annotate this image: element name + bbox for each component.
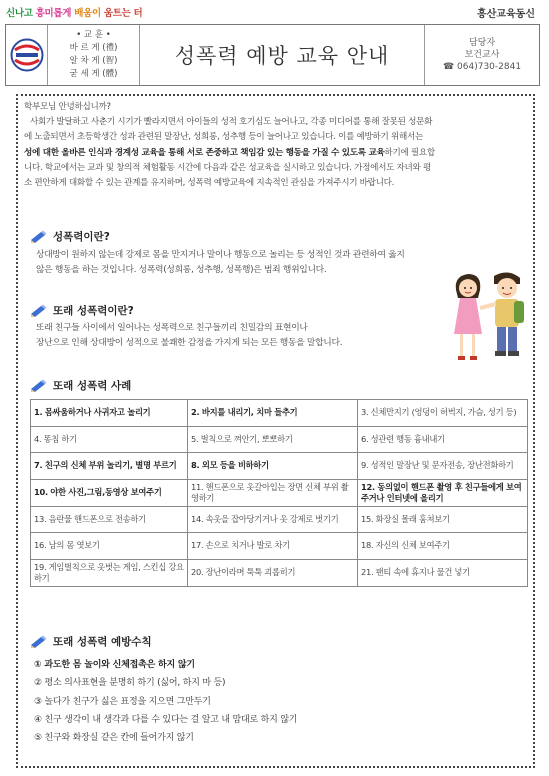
- section-2-line-1: 또래 친구들 사이에서 일어나는 성폭력으로 친구들끼리 친밀감의 표현이나: [36, 323, 308, 333]
- table-cell: 4. 똥침 하기: [31, 426, 188, 453]
- table-cell: 9. 성적인 말장난 및 문자전송, 장난전화하기: [358, 453, 528, 480]
- newsletter-name: 흥산교육동신: [477, 9, 535, 20]
- table-cell: 13. 음란물 핸드폰으로 전송하기: [31, 506, 188, 533]
- motto-line-3: 굳 세 게 (體): [69, 69, 118, 79]
- table-row: [31, 479, 528, 506]
- intro-line-2: 에 노출되면서 초등학생간 성과 관련된 말장난, 성희롱, 성추행 등이 늘어나고 있습니다. 이를 예방하기 위해서는: [24, 132, 423, 143]
- table-cell: 15. 화장실 몰래 훔쳐보기: [358, 506, 528, 533]
- table-cell: 10. 야한 사진,그림,동영상 보여주기: [31, 479, 188, 506]
- table-cell: 1. 몸싸움하거나 사귀자고 놀리기: [31, 400, 188, 427]
- intro-emphasis: 성에 대한 올바른 인식과 경계성 교육을 통해 서로 존중하고 책임감 있는 행동을 가질 수 있도록 교육: [24, 147, 385, 158]
- table-cell: 18. 자신의 신체 보여주기: [358, 533, 528, 560]
- table-row: [31, 400, 528, 427]
- table-row: [31, 533, 528, 560]
- table-cell: 3. 신체만지기 (엉덩이 허벅지, 가슴, 성기 등): [358, 400, 528, 427]
- pencil-icon: [30, 379, 47, 393]
- school-logo-icon: [10, 38, 44, 72]
- table-cell: 11. 핸드폰으로 옷갈아입는 장면 신체 부위 촬영하기: [188, 479, 358, 506]
- pencil-icon: [30, 304, 47, 318]
- motto-line-2: 알 차 게 (智): [69, 56, 118, 66]
- motto-label: • 교 훈 •: [76, 30, 111, 40]
- contact-info: [424, 25, 539, 85]
- rule-item: ⑤ 친구와 화장실 같은 칸에 들어가지 않기: [34, 733, 194, 744]
- intro-line-4: 니다. 학교에서는 교과 및 창의적 체험활동 시간에 다음과 같은 성교육을 실시하고 있습니다. 가정에서도 자녀와 평: [24, 162, 431, 173]
- slogan-word-1: 신나고: [6, 8, 33, 19]
- slogan-word-4: 움트는 터: [103, 8, 143, 19]
- section-1-line-2: 않은 행동을 하는 것입니다. 성폭력(성희롱, 성추행, 성폭행)은 범죄 행위입니다.: [36, 265, 327, 275]
- intro-line-5: 소 편안하게 대화할 수 있는 관계를 유지하며, 성폭력 예방교육에 지속적인 관심을 가져주시기 바랍니다.: [24, 178, 395, 189]
- school-motto: [48, 25, 140, 85]
- rule-item: ② 평소 의사표현을 분명히 하기 (싫어, 하지 마 등): [34, 678, 226, 689]
- intro-greeting: 학부모님 안녕하십니까?: [24, 102, 111, 112]
- pencil-icon: [30, 635, 47, 649]
- table-row: [31, 453, 528, 480]
- rule-item: ④ 친구 생각이 내 생각과 다를 수 있다는 걸 알고 내 맘대로 하지 않기: [34, 714, 298, 725]
- school-logo-cell: [6, 25, 48, 85]
- section-4-title: 또래 성폭력 예방수칙: [53, 636, 152, 648]
- intro-paragraph: [24, 100, 530, 191]
- section-1-line-1: 상대방이 원하지 않는데 강제로 몸을 만지거나 말이나 행동으로 놀리는 등 성적인 것과 관련하여 옳지: [36, 250, 405, 260]
- document-title: 성폭력 예방 교육 안내: [174, 44, 390, 68]
- table-cell: 14. 속옷을 잡아당기거나 옷 강제로 벗기기: [188, 506, 358, 533]
- rule-item: ③ 놀다가 친구가 싫은 표정을 지으면 그만두기: [34, 696, 211, 707]
- section-prevention-rules: [30, 634, 152, 649]
- document-header: [5, 24, 540, 86]
- contact-role: 담당자: [468, 38, 496, 48]
- table-cell: 12. 동의없이 핸드폰 촬영 후 친구들에게 보여주거나 인터넷에 올리기: [358, 479, 528, 506]
- table-cell: 17. 손으로 치거나 발로 차기: [188, 533, 358, 560]
- slogan-word-3: 배움이: [74, 8, 101, 19]
- table-row: [31, 426, 528, 453]
- section-2-line-2: 장난으로 인해 상대방이 성적으로 불쾌한 감정을 가지게 되는 모든 행동을 말합니다.: [36, 338, 343, 348]
- rule-item: ① 과도한 몸 놀이와 신체접촉은 하지 않기: [34, 660, 195, 670]
- table-row: [31, 559, 528, 586]
- table-row: [31, 506, 528, 533]
- top-bar: [0, 0, 549, 22]
- school-slogan: [6, 5, 142, 19]
- prevention-rules-list: [34, 656, 297, 747]
- intro-line-1: 사회가 발달하고 사춘기 시기가 빨라지면서 아이들의 성적 호기심도 늘어나고, 각종 미디어를 통해 잘못된 성문화: [30, 117, 433, 128]
- contact-name: 보건교사: [464, 50, 500, 60]
- children-illustration: [450, 268, 530, 368]
- slogan-word-2: 흥미롭게: [35, 8, 72, 19]
- section-3-title: 또래 성폭력 사례: [53, 380, 132, 392]
- section-2-body: [36, 321, 456, 351]
- motto-line-1: 바 르 게 (禮): [69, 43, 118, 53]
- table-cell: 20. 장난이라며 툭툭 괴롭히기: [188, 559, 358, 586]
- section-1-title: 성폭력이란?: [53, 231, 110, 243]
- cases-table: [30, 399, 528, 587]
- table-cell: 6. 성관련 행동 흉내내기: [358, 426, 528, 453]
- table-cell: 7. 친구의 신체 부위 놀리기, 별명 부르기: [31, 453, 188, 480]
- section-peer-cases: [30, 378, 131, 393]
- table-cell: 8. 외모 등을 비하하기: [188, 453, 358, 480]
- table-cell: 5. 벌칙으로 껴안기, 뽀뽀하기: [188, 426, 358, 453]
- section-peer-sexual-violence: [30, 303, 134, 318]
- intro-line-3-rest: 하기에 필요합: [384, 147, 435, 158]
- contact-phone: ☎ 064)730-2841: [442, 62, 522, 72]
- table-cell: 2. 바지를 내리기, 치마 들추기: [188, 400, 358, 427]
- table-cell: 21. 팬티 속에 휴지나 물건 넣기: [358, 559, 528, 586]
- intro-line-3: [24, 146, 530, 161]
- table-cell: 16. 남의 몸 엿보기: [31, 533, 188, 560]
- pencil-icon: [30, 230, 47, 244]
- section-what-is-sexual-violence: [30, 229, 110, 244]
- section-2-title: 또래 성폭력이란?: [53, 305, 134, 317]
- table-cell: 19. 게임벌칙으로 옷벗는 게임, 스킨십 강요하기: [31, 559, 188, 586]
